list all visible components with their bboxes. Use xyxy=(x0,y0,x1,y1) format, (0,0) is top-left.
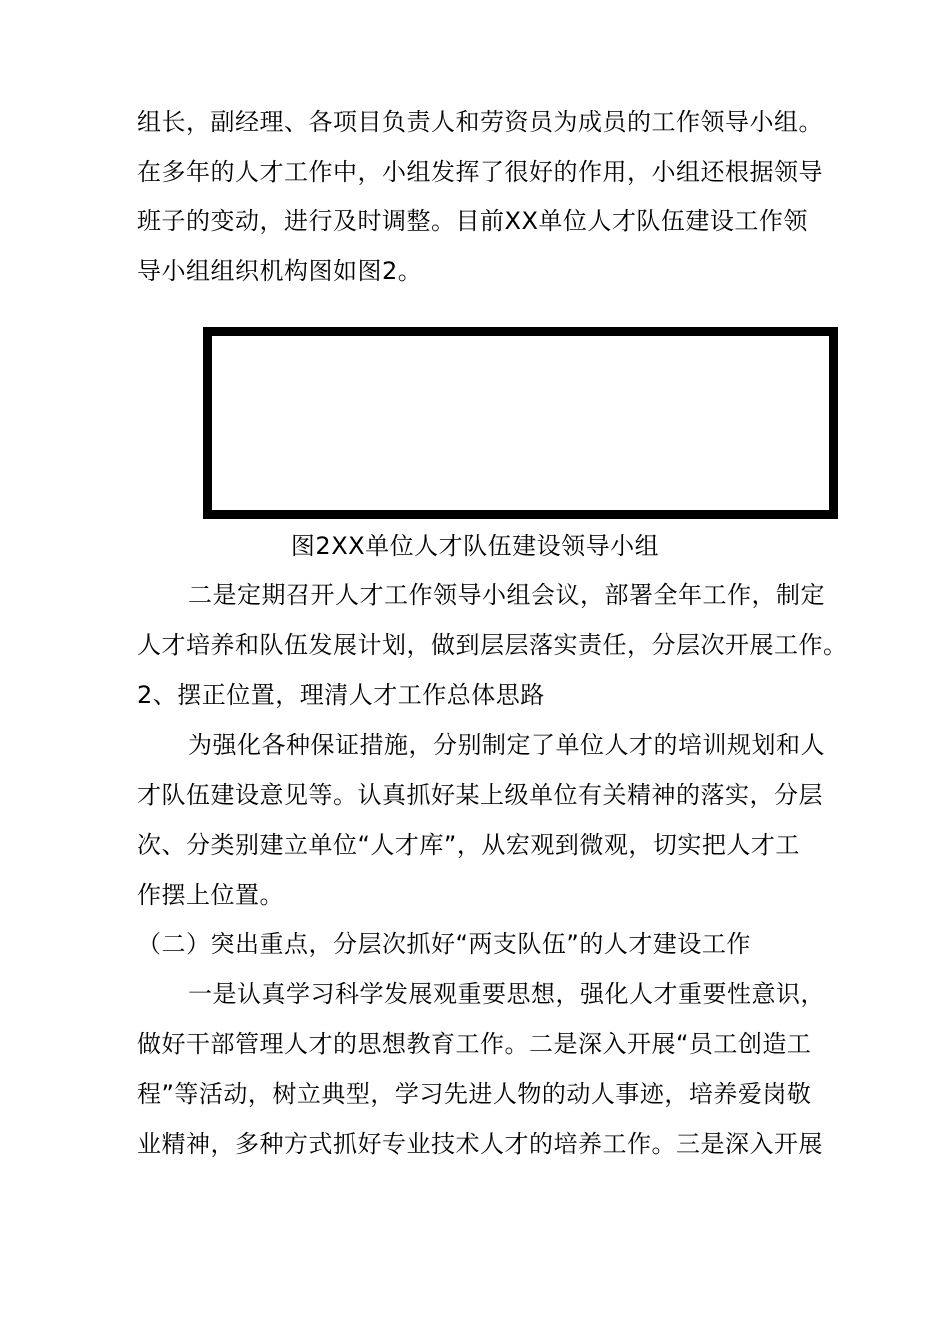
paragraph-2-line-2: 人才培养和队伍发展计划，做到层层落实责任，分层次开展工作。 xyxy=(137,631,848,659)
paragraph-3-line-2: 才队伍建设意见等。认真抓好某上级单位有关精神的落实，分层 xyxy=(137,781,823,809)
paragraph-1-line-4: 导小组组织机构图如图2。 xyxy=(137,257,423,285)
paragraph-3-line-1: 为强化各种保证措施，分别制定了单位人才的培训规划和人 xyxy=(188,731,825,759)
paragraph-4-line-1: 一是认真学习科学发展观重要思想，强化人才重要性意识， xyxy=(188,980,825,1008)
paragraph-4-line-3: 程”等活动，树立典型，学习先进人物的动人事迹，培养爱岗敬 xyxy=(137,1080,812,1108)
org-chart-figure-placeholder xyxy=(203,327,838,519)
paragraph-3-line-4: 作摆上位置。 xyxy=(137,881,284,909)
section-heading-2: 2、摆正位置，理清人才工作总体思路 xyxy=(137,681,545,709)
paragraph-4-line-2: 做好干部管理人才的思想教育工作。二是深入开展“员工创造工 xyxy=(137,1030,812,1058)
paragraph-2-line-1: 二是定期召开人才工作领导小组会议，部署全年工作，制定 xyxy=(188,581,825,609)
figure-caption: 图2XX单位人才队伍建设领导小组 xyxy=(290,532,660,560)
paragraph-1-line-3: 班子的变动，进行及时调整。目前XX单位人才队伍建设工作领 xyxy=(137,207,808,235)
section-heading-er: （二）突出重点，分层次抓好“两支队伍”的人才建设工作 xyxy=(137,930,751,958)
paragraph-4-line-4: 业精神，多种方式抓好专业技术人才的培养工作。三是深入开展 xyxy=(137,1130,823,1158)
paragraph-3-line-3: 次、分类别建立单位“人才库”，从宏观到微观，切实把人才工 xyxy=(137,831,800,859)
paragraph-1-line-2: 在多年的人才工作中，小组发挥了很好的作用，小组还根据领导 xyxy=(137,158,823,186)
paragraph-1-line-1: 组长，副经理、各项目负责人和劳资员为成员的工作领导小组。 xyxy=(137,108,823,136)
